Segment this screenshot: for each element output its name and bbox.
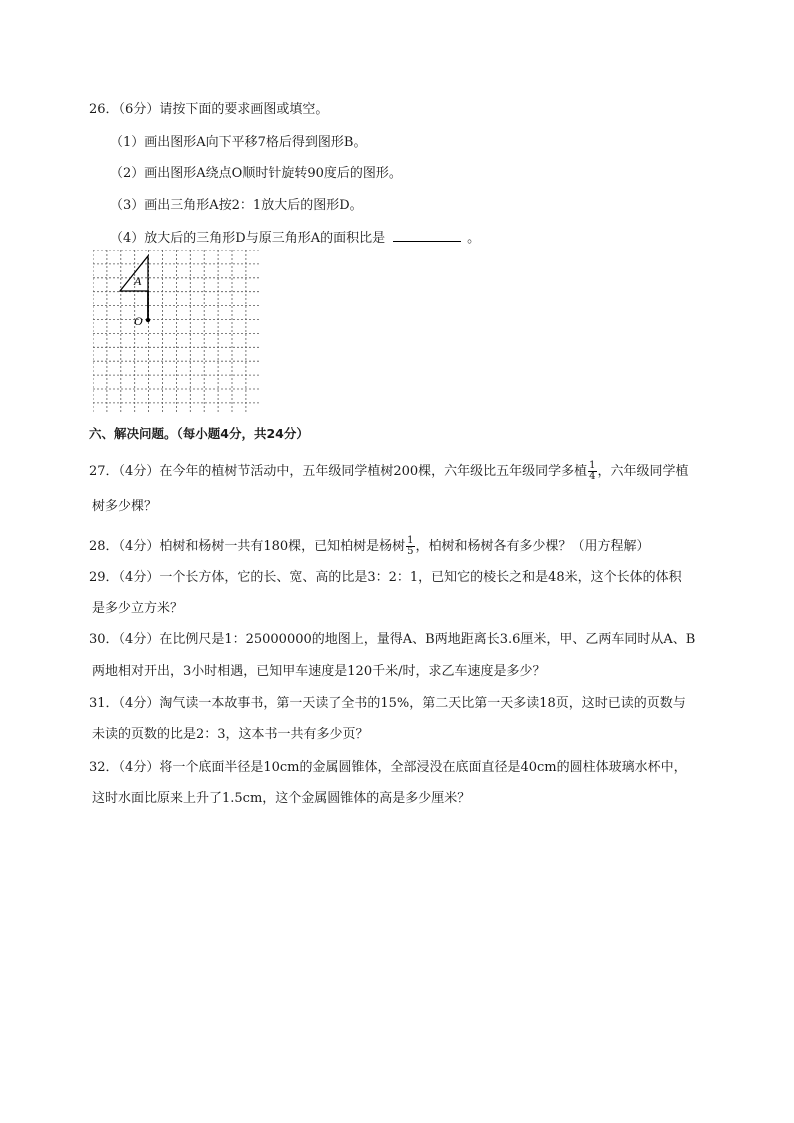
question-27-line-2: 树多少棵？ [92,499,158,514]
question-27-line-1 [89,461,689,482]
question-31-line-1: 31．（4分）淘气读一本故事书，第一天读了全书的15%，第二天比第一天多读18页，这时已读的页数与 [89,696,686,711]
section-6-title: 六、解决问题。（每小题4分，共24分） [89,426,309,441]
question-26-part-3: （3）画出三角形A按2：1放大后的图形D。 [110,198,363,213]
fraction-denominator: 5 [407,546,414,557]
fraction-one-fifth [406,536,414,557]
question-27-text-post: ，六年级同学植 [597,464,689,479]
grid-lines [93,250,259,414]
question-32-line-2: 这时水面比原来上升了1.5cm，这个金属圆锥体的高是多少厘米？ [92,791,471,806]
grid-figure [93,250,259,414]
answer-blank[interactable] [393,229,461,242]
fraction-denominator: 4 [589,471,596,482]
question-27-text: 27．（4分）在今年的植树节活动中，五年级同学植树200棵，六年级比五年级同学多植 [89,464,588,479]
question-28-text-post: ，柏树和杨树各有多少棵？（用方程解） [415,539,650,554]
question-29-line-1: 29．（4分）一个长方体，它的长、宽、高的比是3：2：1，已知它的棱长之和是48米，这个长体的体积 [89,570,682,585]
question-26-part-1: （1）画出图形A向下平移7格后得到图形B。 [110,135,367,150]
point-o [146,318,150,322]
question-26-part-2: （2）画出图形A绕点O顺时针旋转90度后的图形。 [110,166,402,181]
question-32-line-1: 32．（4分）将一个底面半径是10cm的金属圆锥体，全部浸没在底面直径是40cm的圆柱体玻璃水杯中， [89,760,687,775]
question-28-text: 28．（4分）柏树和杨树一共有180棵，已知柏树是杨树 [89,539,406,554]
question-26-stem: 26．（6分）请按下面的要求画图或填空。 [89,102,329,117]
question-30-line-1: 30．（4分）在比例尺是1：25000000的地图上，量得A、B两地距离长3.6厘米，甲、乙两车同时从A、B [89,632,696,647]
question-26-part-4-end: 。 [467,231,481,246]
question-31-line-2: 未读的页数的比是2：3，这本书一共有多少页？ [92,727,369,742]
question-29-line-2: 是多少立方米？ [92,601,184,616]
fraction-one-quarter [588,461,596,482]
question-26-part-4-text: （4）放大后的三角形D与原三角形A的面积比是 [110,231,386,246]
question-26-part-4 [110,229,480,247]
question-30-line-2: 两地相对开出，3小时相遇，已知甲车速度是120千米/时，求乙车速度是多少？ [92,664,546,679]
fraction-numerator: 1 [589,460,596,471]
fraction-numerator: 1 [407,535,414,546]
label-a: A [134,274,142,288]
question-28 [89,536,650,557]
label-o: O [134,314,143,328]
